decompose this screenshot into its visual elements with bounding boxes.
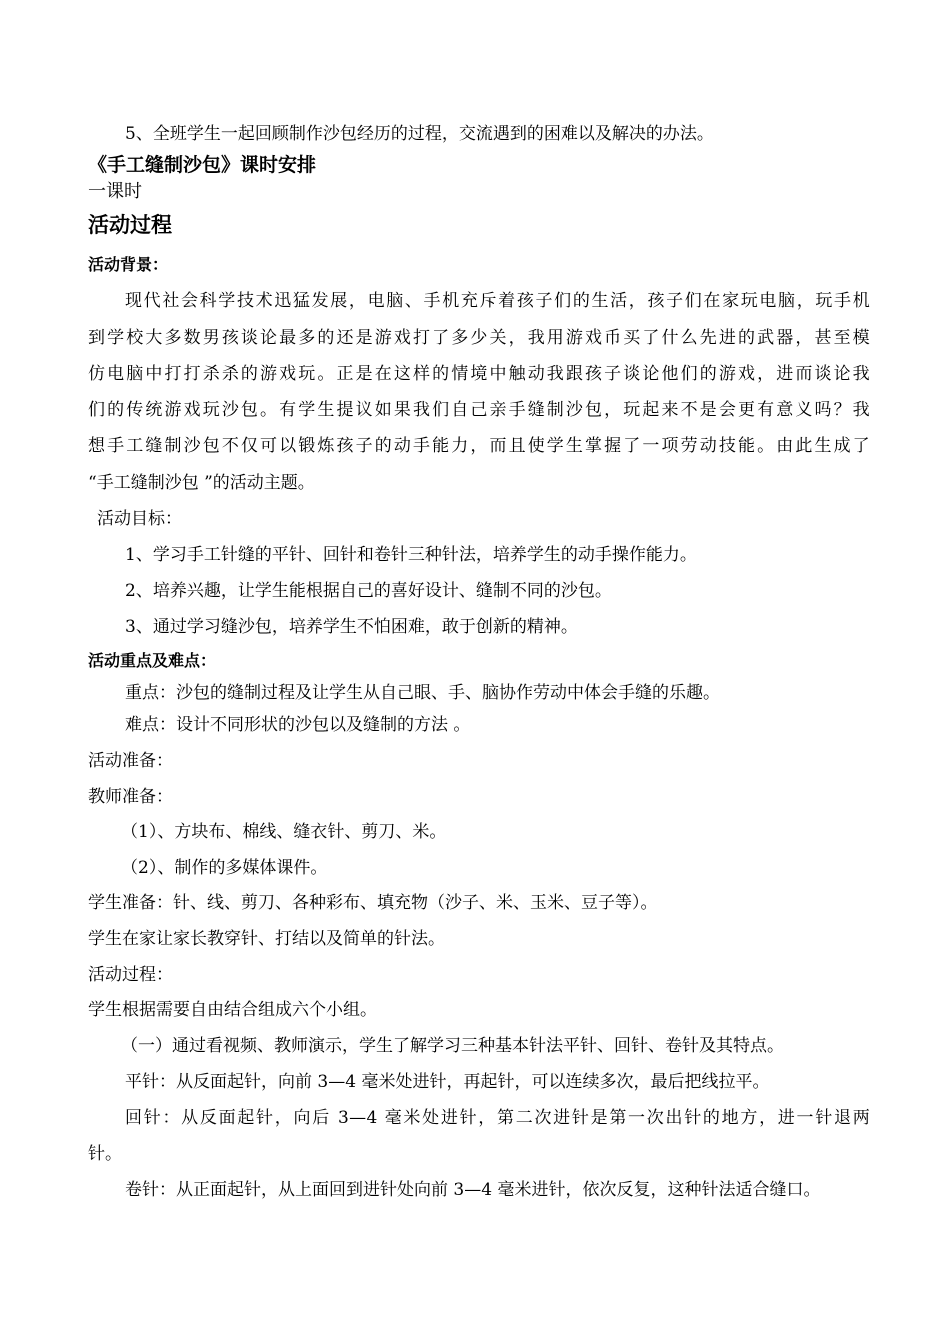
goal-2: 2、培养兴趣，让学生能根据自己的喜好设计、缝制不同的沙包。 <box>125 581 612 601</box>
background-line-3: 仿电脑中打打杀杀的游戏玩。正是在这样的情境中触动我跟孩子谈论他们的游戏，进而谈论我 <box>88 364 870 384</box>
schedule-value: 一课时 <box>88 181 142 202</box>
preparation-heading: 活动准备： <box>88 751 173 771</box>
background-line-4: 们的传统游戏玩沙包。有学生提议如果我们自己亲手缝制沙包，玩起来不是会更有意义吗？我 <box>88 400 870 420</box>
step-1: （一）通过看视频、教师演示，学生了解学习三种基本针法平针、回针、卷针及其特点。 <box>121 1036 784 1056</box>
juan-zhen-text: 卷针：从正面起针，从上面回到进针处向前 3—4 毫米进针，依次反复，这种针法适合缝口。 <box>125 1180 821 1200</box>
hui-zhen-text-line-1: 回针：从反面起针，向后 3—4 毫米处进针，第二次进针是第一次出针的地方，进一针退两 <box>125 1108 870 1128</box>
background-heading: 活动背景： <box>88 255 169 274</box>
goal-3: 3、通过学习缝沙包，培养学生不怕困难，敢于创新的精神。 <box>125 617 578 637</box>
key-points-heading: 活动重点及难点： <box>88 651 217 670</box>
ping-zhen-text: 平针：从反面起针，向前 3—4 毫米处进针，再起针，可以连续多次，最后把线拉平。 <box>125 1072 770 1092</box>
background-line-2: 到学校大多数男孩谈论最多的还是游戏打了多少关，我用游戏币买了什么先进的武器，甚至模 <box>88 328 870 348</box>
student-home-preparation: 学生在家让家长教穿针、打结以及简单的针法。 <box>88 929 445 949</box>
intro-step-5: 5、全班学生一起回顾制作沙包经历的过程，交流遇到的困难以及解决的办法。 <box>125 124 714 144</box>
teacher-prep-item-1: （1）、方块布、棉线、缝衣针、剪刀、米。 <box>121 822 447 842</box>
goal-1: 1、学习手工针缝的平针、回针和卷针三种针法，培养学生的动手操作能力。 <box>125 545 697 565</box>
background-line-6: “手工缝制沙包 ”的活动主题。 <box>88 473 315 493</box>
background-line-5: 想手工缝制沙包不仅可以锻炼孩子的动手能力，而且使学生掌握了一项劳动技能。由此生成了 <box>88 436 870 456</box>
schedule-title: 《手工缝制沙包》课时安排 <box>88 154 317 176</box>
student-preparation: 学生准备：针、线、剪刀、各种彩布、填充物（沙子、米、玉米、豆子等）。 <box>88 893 658 913</box>
hui-zhen-text-line-2: 针。 <box>88 1144 122 1164</box>
grouping-text: 学生根据需要自由结合组成六个小组。 <box>88 1000 377 1020</box>
teacher-prep-item-2: （2）、制作的多媒体课件。 <box>121 858 328 878</box>
process-heading: 活动过程： <box>88 965 173 985</box>
teacher-preparation-heading: 教师准备： <box>88 787 173 807</box>
key-point: 重点：沙包的缝制过程及让学生从自己眼、手、脑协作劳动中体会手缝的乐趣。 <box>125 683 720 703</box>
difficult-point: 难点：设计不同形状的沙包以及缝制的方法 。 <box>125 715 471 735</box>
goals-heading: 活动目标： <box>97 509 182 529</box>
process-title: 活动过程 <box>88 213 172 237</box>
background-line-1: 现代社会科学技术迅猛发展，电脑、手机充斥着孩子们的生活，孩子们在家玩电脑，玩手机 <box>125 291 870 311</box>
